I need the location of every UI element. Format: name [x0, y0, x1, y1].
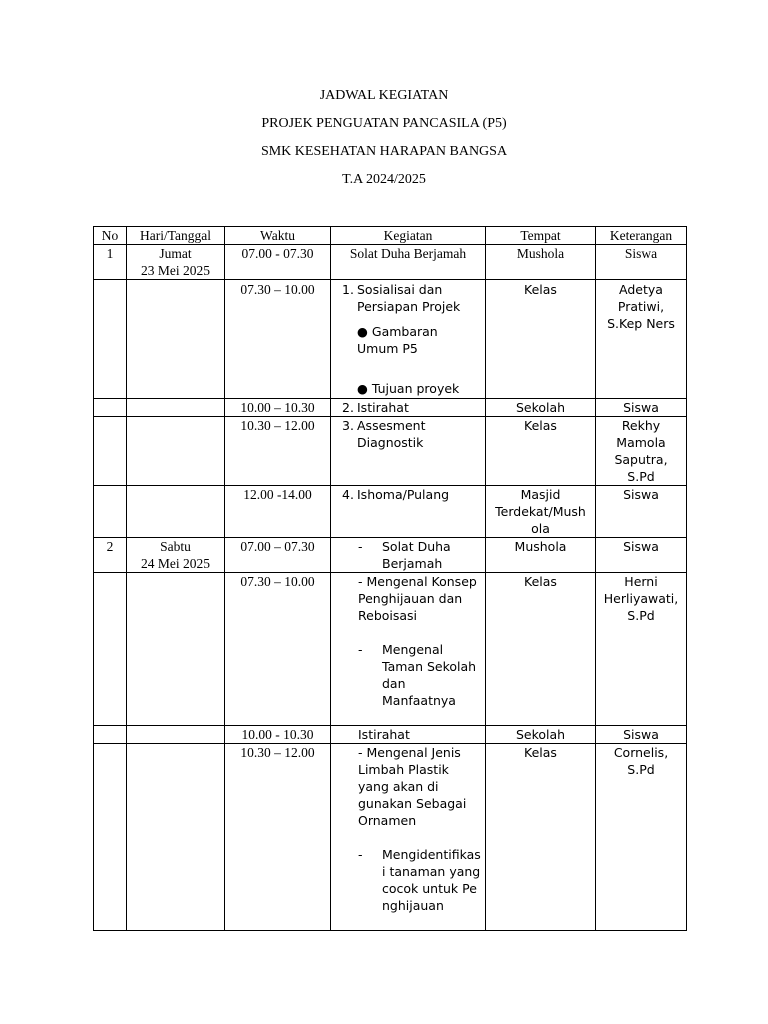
time-cell: 12.00 -14.00	[225, 486, 331, 538]
place-cell: Kelas	[486, 417, 596, 486]
row-number	[94, 744, 127, 931]
note-line: Pratiwi,	[617, 299, 665, 314]
column-header-activity: Kegiatan	[331, 227, 486, 245]
day-date-cell	[127, 744, 225, 931]
dash-marker: -	[358, 642, 363, 657]
activity-cell	[331, 573, 486, 726]
activity-text: Ishoma/Pulang	[357, 487, 450, 502]
table-row	[94, 538, 687, 573]
day-date-cell	[127, 417, 225, 486]
activity-cell	[331, 417, 486, 486]
time-cell: 07.30 – 10.00	[225, 573, 331, 726]
note-line: Herliyawati,	[603, 591, 679, 606]
note-line: Adetya	[619, 282, 663, 297]
time-cell: 10.30 – 12.00	[225, 417, 331, 486]
place-cell: Mushola	[486, 245, 596, 280]
time-cell: 10.00 – 10.30	[225, 399, 331, 417]
table-header-row	[94, 227, 687, 245]
activity-cell: Istirahat	[331, 726, 486, 744]
item-number: 4.	[342, 487, 354, 502]
dash-marker: -	[358, 539, 363, 554]
table-row	[94, 417, 687, 486]
column-header-time: Waktu	[225, 227, 331, 245]
table-row	[94, 573, 687, 726]
note-cell: Siswa	[596, 399, 687, 417]
place-cell: Sekolah	[486, 726, 596, 744]
place-cell: Mushola	[486, 538, 596, 573]
note-cell	[596, 280, 687, 399]
activity-text: Istirahat	[357, 400, 409, 415]
note-line: Cornelis,	[613, 745, 669, 760]
place-cell: Kelas	[486, 744, 596, 931]
time-cell: 10.30 – 12.00	[225, 744, 331, 931]
day-date-cell	[127, 538, 225, 573]
item-number: 3.	[342, 418, 354, 433]
place-line: ola	[531, 521, 550, 536]
table-row	[94, 245, 687, 280]
column-header-day-date: Hari/Tanggal	[127, 227, 225, 245]
row-number	[94, 280, 127, 399]
place-cell	[486, 486, 596, 538]
dash-marker: -	[358, 847, 363, 862]
note-cell: Siswa	[596, 726, 687, 744]
activity-text: Mengidentifikasi tanaman yang cocok untuk Penghijauan	[382, 847, 481, 913]
place-cell: Kelas	[486, 280, 596, 399]
activity-cell	[331, 744, 486, 931]
note-cell	[596, 417, 687, 486]
project-title: PROJEK PENGUATAN PANCASILA (P5)	[261, 116, 507, 131]
row-number	[94, 726, 127, 744]
day-name: Jumat	[159, 246, 192, 261]
school-name: SMK KESEHATAN HARAPAN BANGSA	[260, 144, 508, 159]
day-date-cell	[127, 245, 225, 280]
date: 24 Mei 2025	[141, 556, 210, 571]
row-number: 1	[94, 245, 127, 280]
note-line: Saputra,	[614, 452, 668, 467]
day-name: Sabtu	[160, 539, 191, 554]
table-row	[94, 726, 687, 744]
day-date-cell	[127, 399, 225, 417]
time-cell: 10.00 - 10.30	[225, 726, 331, 744]
row-number	[94, 417, 127, 486]
activity-text: - Mengenal Jenis Limbah Plastik yang akan di gunakan Sebagai Ornamen	[358, 745, 467, 828]
column-header-place: Tempat	[486, 227, 596, 245]
bullet-item: ● Tujuan proyek	[357, 381, 460, 396]
note-line: S.Pd	[627, 469, 655, 484]
time-cell: 07.00 – 07.30	[225, 538, 331, 573]
table-row	[94, 744, 687, 931]
table-row	[94, 486, 687, 538]
row-number: 2	[94, 538, 127, 573]
note-line: S.Pd	[627, 608, 655, 623]
activity-cell	[331, 280, 486, 399]
place-cell: Sekolah	[486, 399, 596, 417]
day-date-cell	[127, 726, 225, 744]
activity-cell	[331, 486, 486, 538]
note-line: S.Kep Ners	[607, 316, 675, 331]
activity-text: Assesment Diagnostik	[357, 418, 426, 450]
schedule-table	[93, 226, 687, 931]
note-cell: Siswa	[596, 245, 687, 280]
note-line: Rekhy	[621, 418, 661, 433]
note-line: Mamola	[616, 435, 666, 450]
activity-text: Mengenal Taman Sekolah dan Manfaatnya	[382, 642, 477, 708]
activity-cell: Solat Duha Berjamah	[331, 245, 486, 280]
day-date-cell	[127, 573, 225, 726]
note-cell	[596, 573, 687, 726]
table-row	[94, 399, 687, 417]
time-cell: 07.00 - 07.30	[225, 245, 331, 280]
day-date-cell	[127, 280, 225, 399]
place-line: Masjid	[520, 487, 561, 502]
row-number	[94, 573, 127, 726]
place-cell: Kelas	[486, 573, 596, 726]
column-header-note: Keterangan	[596, 227, 687, 245]
column-header-no: No	[94, 227, 127, 245]
row-number	[94, 399, 127, 417]
date: 23 Mei 2025	[141, 263, 210, 278]
activity-cell	[331, 538, 486, 573]
time-cell: 07.30 – 10.00	[225, 280, 331, 399]
bullet-item: ● Gambaran Umum P5	[357, 324, 438, 356]
activity-text: Sosialisai dan Persiapan Projek	[357, 282, 461, 314]
day-date-cell	[127, 486, 225, 538]
item-number: 1.	[342, 282, 354, 297]
activity-text: - Mengenal Konsep Penghijauan dan Reboisasi	[358, 574, 477, 623]
item-number: 2.	[342, 400, 354, 415]
activity-cell	[331, 399, 486, 417]
note-cell: Siswa	[596, 538, 687, 573]
note-line: S.Pd	[627, 762, 655, 777]
document-title: JADWAL KEGIATAN	[319, 88, 449, 103]
academic-year: T.A 2024/2025	[342, 172, 426, 187]
activity-text: Solat Duha Berjamah	[382, 539, 451, 571]
note-line: Herni	[624, 574, 658, 589]
row-number	[94, 486, 127, 538]
table-row	[94, 280, 687, 399]
note-cell	[596, 744, 687, 931]
place-line: Terdekat/Mush	[495, 504, 586, 519]
note-cell: Siswa	[596, 486, 687, 538]
